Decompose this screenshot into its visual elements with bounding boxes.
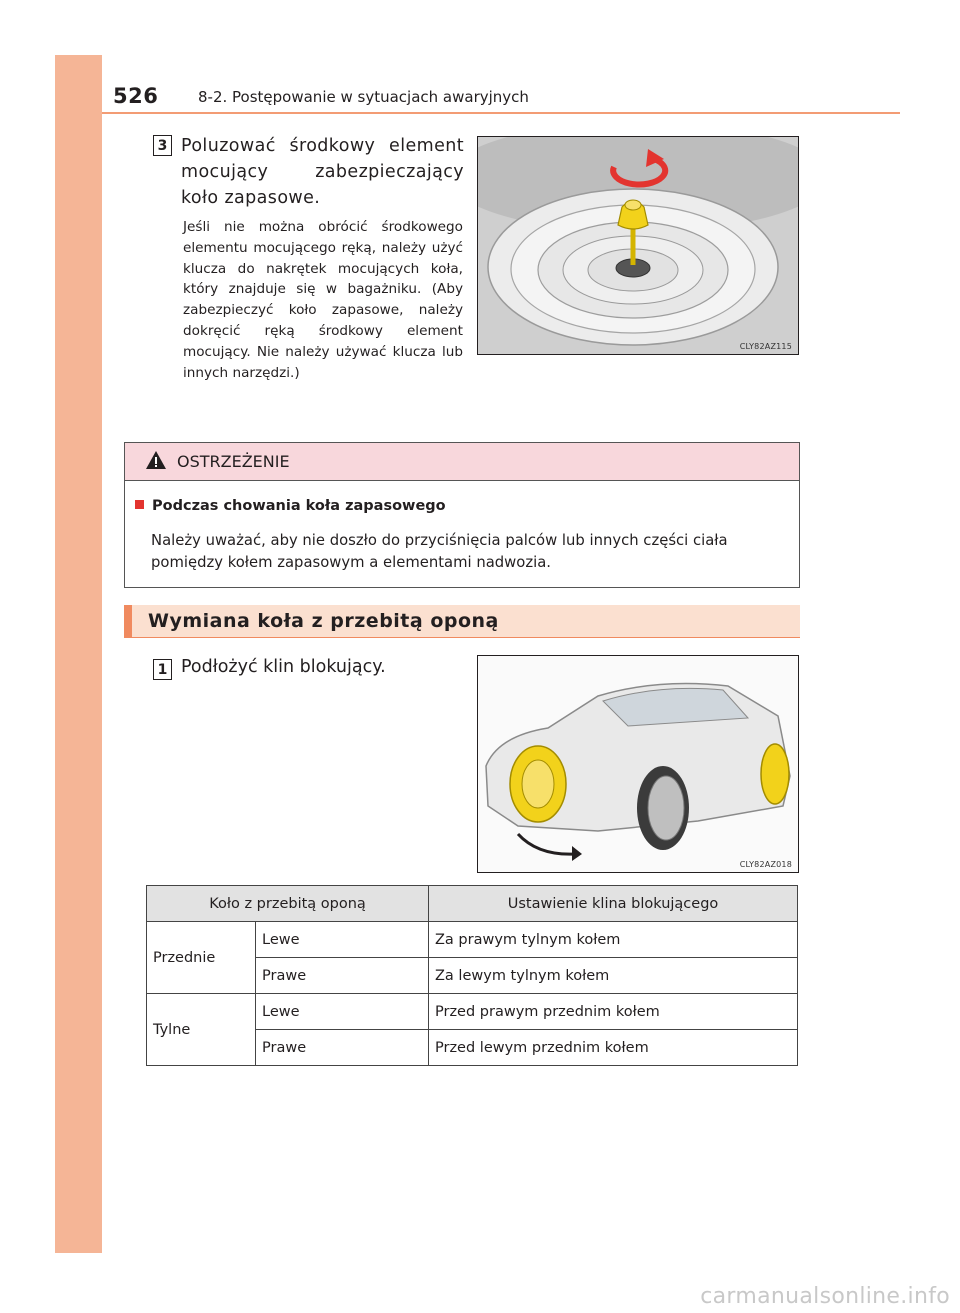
table-cell: Przed lewym przednim kołem xyxy=(429,1030,798,1066)
warning-body: Należy uważać, aby nie doszło do przyciśnięcia palców lub innych części ciała pomiędzy kołem zapasowym a elementami nadwozia. xyxy=(151,532,728,571)
step-1-text: Podłożyć klin blokujący. xyxy=(181,657,386,677)
table-cell: Za lewym tylnym kołem xyxy=(429,958,798,994)
warning-box xyxy=(124,442,800,588)
table-cell: Przed prawym przednim kołem xyxy=(429,994,798,1030)
red-square-icon xyxy=(135,500,144,509)
warning-triangle-icon xyxy=(145,450,167,470)
warning-subtitle xyxy=(135,498,446,514)
section-band xyxy=(124,605,800,638)
step-3-text: Poluzować środkowy element mocujący zabezpieczający koło zapasowe. xyxy=(181,136,464,208)
watermark: carmanualsonline.info xyxy=(700,1284,950,1309)
table-row xyxy=(147,994,798,1030)
header-section-title: 8-2. Postępowanie w sytuacjach awaryjnych xyxy=(198,88,529,106)
table-cell: Za prawym tylnym kołem xyxy=(429,922,798,958)
step-3-note: Jeśli nie można obrócić środkowego elementu mocującego ręką, należy użyć klucza do nakrętek mocujących koła, który znajduje się w bagażniku. (Aby zabezpieczyć koło zapasowe, należy dokręcić ręką środkowy element mocujący. Nie należy używać klucza lub innych narzędzi.) xyxy=(183,219,463,381)
table-cell: Prawe xyxy=(256,1030,429,1066)
figure-code: CLY82AZ115 xyxy=(739,342,792,351)
table-cell: Lewe xyxy=(256,922,429,958)
table-header: Koło z przebitą oponą xyxy=(147,886,429,922)
header-rule xyxy=(102,112,900,114)
step-1-marker: 1 xyxy=(153,659,172,680)
step-3-marker: 3 xyxy=(153,135,172,156)
wheel-chock-figure xyxy=(477,655,799,873)
page-number: 526 xyxy=(113,84,159,108)
table-cell: Lewe xyxy=(256,994,429,1030)
wheel-chock-table xyxy=(146,885,798,1066)
warning-subtitle-text: Podczas chowania koła zapasowego xyxy=(152,498,446,514)
figure-code: CLY82AZ018 xyxy=(739,860,792,869)
table-cell: Prawe xyxy=(256,958,429,994)
side-strip xyxy=(55,55,102,1253)
table-group-label: Tylne xyxy=(147,994,256,1066)
table-header: Ustawienie klina blokującego xyxy=(429,886,798,922)
table-row xyxy=(147,922,798,958)
spare-tire-illustration xyxy=(478,137,798,354)
spare-tire-figure xyxy=(477,136,799,355)
car-chock-illustration xyxy=(478,656,798,872)
section-title: Wymiana koła z przebitą oponą xyxy=(148,610,499,632)
warning-title: OSTRZEŻENIE xyxy=(177,452,290,471)
warning-header xyxy=(125,443,799,481)
table-group-label: Przednie xyxy=(147,922,256,994)
table-header-row xyxy=(147,886,798,922)
